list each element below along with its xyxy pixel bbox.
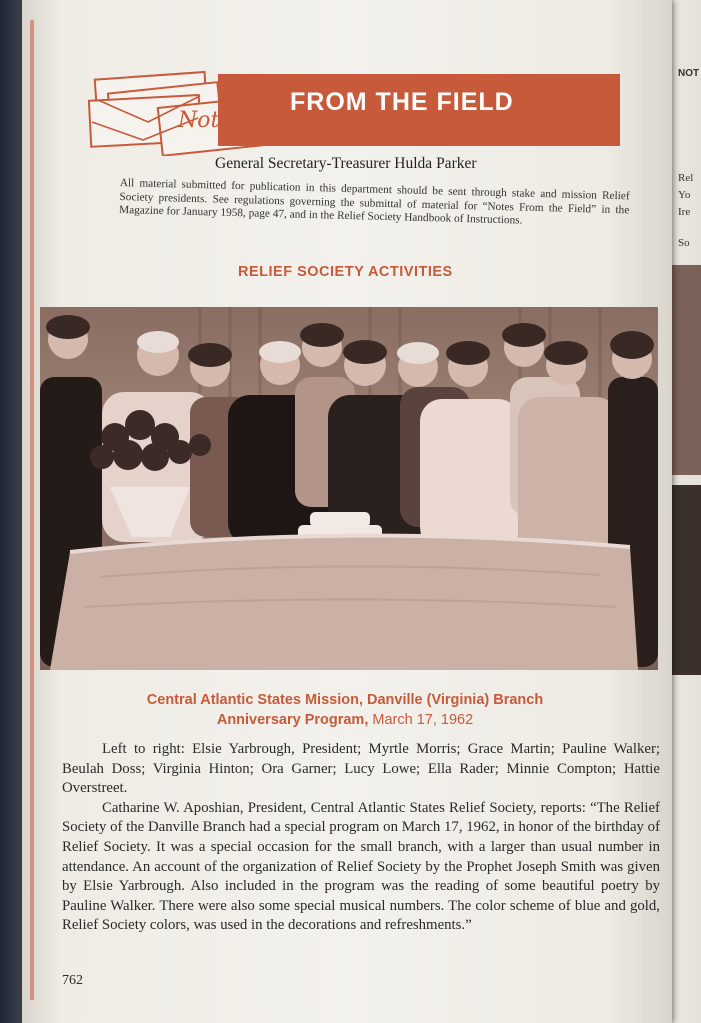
page-number: 762 xyxy=(62,973,83,988)
facing-page-photo xyxy=(668,265,701,475)
caption-date: March 17, 1962 xyxy=(372,712,474,728)
facing-page-text: Yo xyxy=(678,189,691,201)
report-paragraph: Catharine W. Aposhian, President, Central Atlantic States Relief Society, reports: “The Relief Society of the Danville Branch had a special program on March 17, 1962, in honor of the birthday of Relief Society. It was a special occasion for the small branch, with a larger than usual number in attendance. An account of the organization of Relief Society by the Prophet Joseph Smith was given by Elsie Yarbrough. Also included in the program was the reading of some beautiful poetry by Pauline Walker. There were also some special musical numbers. The color scheme of blue and gold, Relief Society colors, was used in the decorations and refreshments.” xyxy=(62,799,660,934)
intro-paragraph: All material submitted for publication in this department should be sent through stake and mission Relief Society presidents. See regulations governing the submittal of material for “Notes From the Field” in the Magazine for January 1958, page 47, and in the Relief Society Handbook of Instructions. xyxy=(118,177,630,227)
facing-page-photo xyxy=(668,485,701,675)
photo-caption-line2 xyxy=(40,712,650,728)
page-edge-strip xyxy=(30,20,34,1000)
group-photograph xyxy=(40,307,658,670)
banner-title: FROM THE FIELD xyxy=(290,88,514,116)
facing-page-heading: NOT xyxy=(678,68,700,79)
photo-caption-line1: Central Atlantic States Mission, Danville (Virginia) Branch xyxy=(146,692,544,708)
byline: General Secretary-Treasurer Hulda Parker xyxy=(215,155,477,172)
section-title: RELIEF SOCIETY ACTIVITIES xyxy=(238,264,453,280)
facing-page-text: Rel xyxy=(678,172,694,184)
article-body xyxy=(62,740,660,936)
facing-page-text: Ire xyxy=(678,206,691,218)
caption-program: Anniversary Program, xyxy=(216,712,369,728)
notes-script-title: Notes xyxy=(178,108,244,133)
photo-illustration xyxy=(40,307,658,670)
names-paragraph: Left to right: Elsie Yarbrough, President; Myrtle Morris; Grace Martin; Pauline Walker; Beulah Doss; Virginia Hinton; Ora Garner; Lucy Lowe; Ella Rader; Minnie Compton; Hattie Overstreet. xyxy=(62,741,660,797)
facing-page-text: So xyxy=(678,237,690,249)
